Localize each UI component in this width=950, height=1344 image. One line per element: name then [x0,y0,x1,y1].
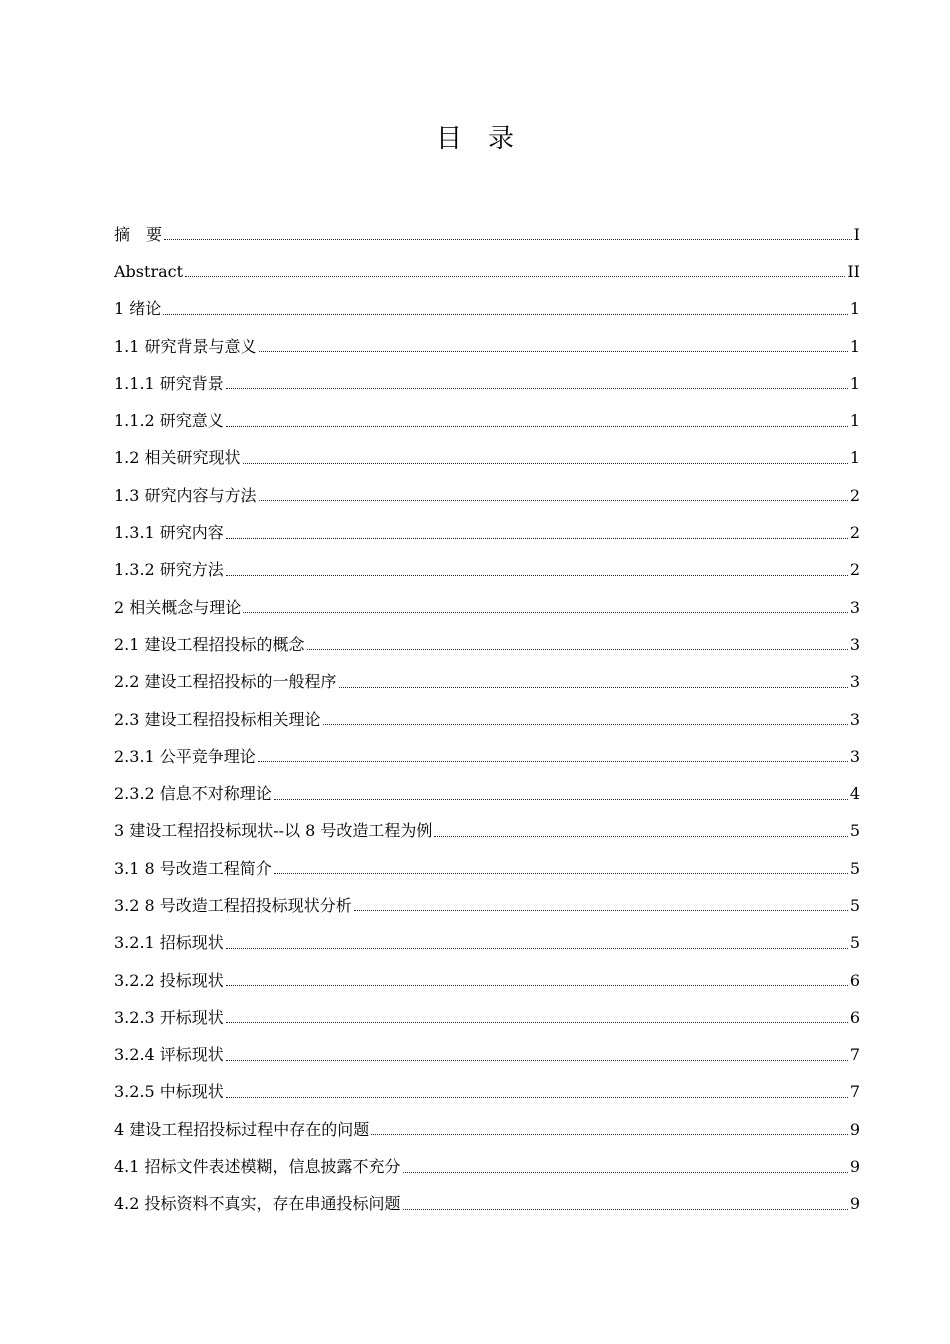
toc-entry-page-number: 3 [849,634,860,654]
toc-entry[interactable] [114,626,860,663]
toc-dot-leader [163,314,848,315]
toc-entry[interactable] [114,850,860,887]
toc-dot-leader [323,724,848,725]
toc-entry[interactable] [114,1148,860,1185]
toc-entry[interactable] [114,701,860,738]
toc-entry-page-number: 6 [849,1007,860,1027]
toc-entry-label: 1.1.1 研究背景 [114,373,224,393]
toc-entry[interactable] [114,402,860,439]
toc-entry-label: 4.2 投标资料不真实，存在串通投标问题 [114,1194,401,1214]
toc-entry[interactable] [114,328,860,365]
toc-dot-leader [226,985,848,986]
toc-entry-page-number: 7 [849,1045,860,1065]
toc-dot-leader [226,575,848,576]
toc-dot-leader [434,836,847,837]
toc-entry-label: 3.2.4 评标现状 [114,1045,224,1065]
toc-entry[interactable] [114,775,860,812]
toc-entry[interactable] [114,291,860,328]
toc-entry-label: 摘 要 [114,224,163,244]
toc-entry-label: 1.1 研究背景与意义 [114,336,257,356]
toc-entry-page-number: 5 [849,821,860,841]
toc-dot-leader [274,799,848,800]
toc-entry[interactable] [114,887,860,924]
toc-entry-page-number: I [853,224,860,244]
toc-dot-leader [403,1209,848,1210]
toc-entry[interactable] [114,1074,860,1111]
toc-dot-leader [243,463,848,464]
toc-entry[interactable] [114,1186,860,1223]
toc-entry-label: 3 建设工程招投标现状--以 8 号改造工程为例 [114,821,433,841]
toc-entry-page-number: 5 [849,933,860,953]
toc-entry-page-number: 1 [849,373,860,393]
toc-entry-page-number: 1 [849,299,860,319]
toc-entry-label: 1.3 研究内容与方法 [114,485,257,505]
toc-dot-leader [226,1022,848,1023]
toc-entry-label: 1.3.2 研究方法 [114,560,224,580]
toc-entry-label: 3.2.5 中标现状 [114,1082,224,1102]
toc-entry[interactable] [114,925,860,962]
toc-entry[interactable] [114,514,860,551]
toc-dot-leader [226,426,848,427]
toc-entry[interactable] [114,813,860,850]
toc-entry[interactable] [114,1037,860,1074]
toc-entry[interactable] [114,477,860,514]
toc-dot-leader [226,1097,848,1098]
toc-dot-leader [371,1134,848,1135]
toc-dot-leader [274,873,848,874]
toc-dot-leader [185,276,845,277]
toc-entry-page-number: 3 [849,597,860,617]
toc-entry-page-number: 3 [849,746,860,766]
toc-entry[interactable] [114,440,860,477]
toc-dot-leader [226,538,848,539]
toc-entry-page-number: 5 [849,858,860,878]
toc-entry-label: 4.1 招标文件表述模糊，信息披露不充分 [114,1157,401,1177]
toc-entry[interactable] [114,999,860,1036]
toc-entry-label: 2.2 建设工程招投标的一般程序 [114,672,337,692]
toc-entry[interactable] [114,1111,860,1148]
toc-entry-label: 3.2.2 投标现状 [114,970,224,990]
toc-entry[interactable] [114,664,860,701]
toc-entry-page-number: 1 [849,448,860,468]
toc-entry-page-number: 9 [849,1157,860,1177]
toc-entry-page-number: 9 [849,1119,860,1139]
toc-entry-label: Abstract [114,261,184,281]
toc-entry[interactable] [114,589,860,626]
toc-entry-label: 1 绪论 [114,299,162,319]
toc-dot-leader [259,351,848,352]
toc-entry-page-number: 2 [849,523,860,543]
toc-entry-page-number: 9 [849,1194,860,1214]
toc-entry-label: 1.1.2 研究意义 [114,411,224,431]
toc-entry-page-number: 5 [849,895,860,915]
toc-dot-leader [354,910,848,911]
toc-entry-label: 2.1 建设工程招投标的概念 [114,634,305,654]
toc-entry-label: 2.3.2 信息不对称理论 [114,784,272,804]
toc-entry-label: 4 建设工程招投标过程中存在的问题 [114,1119,370,1139]
toc-entry[interactable] [114,962,860,999]
toc-entry-label: 1.3.1 研究内容 [114,523,224,543]
toc-entry-label: 2.3 建设工程招投标相关理论 [114,709,321,729]
toc-entry-page-number: 7 [849,1082,860,1102]
toc-entry-page-number: II [847,261,860,281]
toc-entry-page-number: 3 [849,672,860,692]
toc-entry[interactable] [114,253,860,290]
toc-entry[interactable] [114,365,860,402]
toc-entry-page-number: 3 [849,709,860,729]
table-of-contents [114,216,860,1223]
toc-dot-leader [307,649,848,650]
toc-entry-label: 3.1 8 号改造工程简介 [114,858,272,878]
toc-dot-leader [403,1172,848,1173]
toc-dot-leader [226,1060,848,1061]
toc-entry-page-number: 1 [849,336,860,356]
toc-entry-page-number: 6 [849,970,860,990]
toc-entry-page-number: 4 [849,784,860,804]
toc-entry-page-number: 1 [849,411,860,431]
toc-entry[interactable] [114,552,860,589]
toc-entry-label: 3.2.1 招标现状 [114,933,224,953]
toc-dot-leader [226,948,848,949]
toc-entry-page-number: 2 [849,485,860,505]
toc-entry-label: 2 相关概念与理论 [114,597,242,617]
toc-entry-label: 3.2.3 开标现状 [114,1007,224,1027]
page-title: 目 录 [435,124,514,154]
toc-entry[interactable] [114,216,860,253]
toc-entry-label: 1.2 相关研究现状 [114,448,241,468]
toc-dot-leader [258,761,848,762]
toc-dot-leader [259,500,848,501]
toc-dot-leader [226,388,848,389]
toc-dot-leader [339,687,848,688]
toc-entry-page-number: 2 [849,560,860,580]
toc-entry[interactable] [114,738,860,775]
toc-dot-leader [243,612,848,613]
toc-entry-label: 3.2 8 号改造工程招投标现状分析 [114,895,352,915]
toc-dot-leader [164,239,852,240]
toc-entry-label: 2.3.1 公平竞争理论 [114,746,256,766]
